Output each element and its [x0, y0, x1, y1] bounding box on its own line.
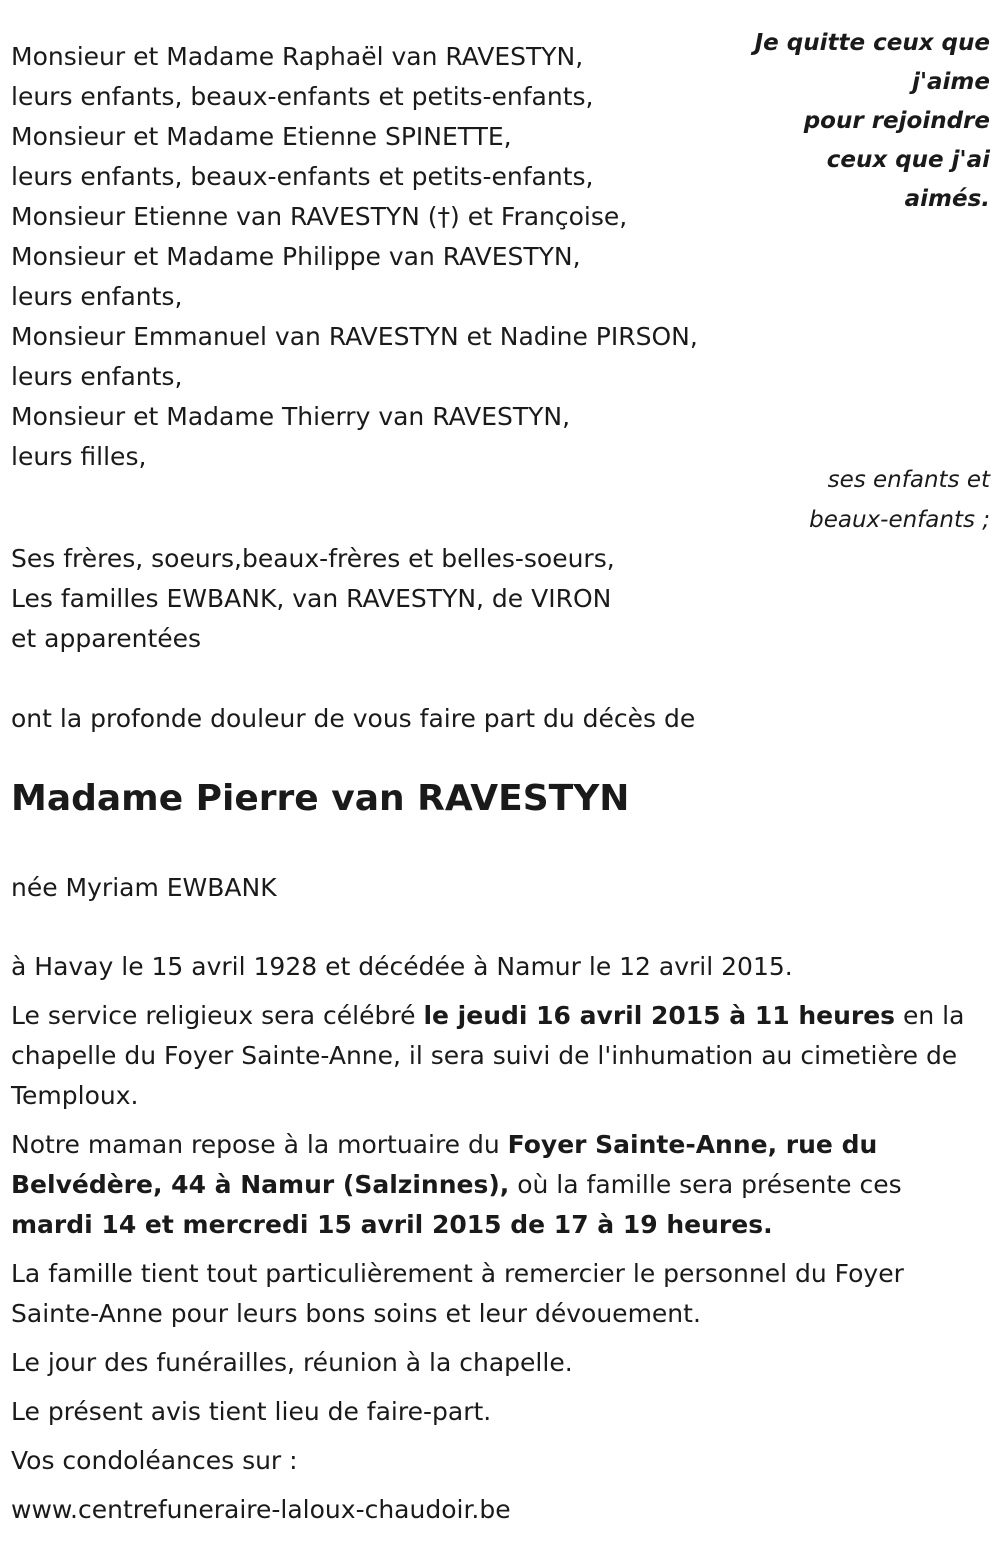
family-line: leurs enfants,: [11, 362, 183, 391]
quote-line: Je quitte ceux que: [754, 30, 990, 56]
family-line: leurs enfants, beaux-enfants et petits-enfants,: [11, 82, 594, 111]
family-line: leurs filles,: [11, 442, 147, 471]
service-text: Le service religieux sera célébré: [11, 1001, 424, 1030]
family-line: Monsieur Emmanuel van RAVESTYN et Nadine PIRSON,: [11, 322, 698, 351]
service-text: en la chapelle du Foyer Sainte-Anne, il sera suivi de l'inhumation au cimetière de Temploux.: [11, 1001, 965, 1110]
announcement-intro: ont la profonde douleur de vous faire part du décès de: [11, 704, 696, 733]
family-list: [11, 37, 771, 477]
obituary-details: [11, 947, 986, 1539]
quote-line: ceux que j'ai: [826, 147, 990, 173]
family-line: Monsieur et Madame Etienne SPINETTE,: [11, 122, 512, 151]
thanks-paragraph: La famille tient tout particulièrement à remercier le personnel du Foyer Sainte-Anne pour leurs bons soins et leur dévouement.: [11, 1259, 904, 1328]
quote-line: aimés.: [904, 186, 990, 212]
mortuary-paragraph: [11, 1125, 986, 1245]
family-line: Monsieur et Madame Philippe van RAVESTYN,: [11, 242, 581, 271]
children-note: [809, 460, 990, 540]
deceased-name: Madame Pierre van RAVESTYN: [11, 778, 630, 819]
children-note-line: beaux-enfants ;: [809, 507, 990, 533]
visitation-times: mardi 14 et mercredi 15 avril 2015 de 17 à 19 heures.: [11, 1210, 773, 1239]
family-line: Monsieur et Madame Raphaël van RAVESTYN,: [11, 42, 584, 71]
service-paragraph: [11, 996, 986, 1116]
reunion-line: Le jour des funérailles, réunion à la chapelle.: [11, 1348, 573, 1377]
family-line: Monsieur Etienne van RAVESTYN (†) et Françoise,: [11, 202, 628, 231]
quote-line: j'aime: [912, 69, 990, 95]
family-line: leurs enfants,: [11, 282, 183, 311]
mortuary-text: où la famille sera présente ces: [509, 1170, 902, 1199]
birth-death-line: à Havay le 15 avril 1928 et décédée à Namur le 12 avril 2015.: [11, 952, 793, 981]
notice-line: Le présent avis tient lieu de faire-part.: [11, 1397, 492, 1426]
website-link[interactable]: www.centrefuneraire-laloux-chaudoir.be: [11, 1495, 511, 1524]
mortuary-address: Foyer Sainte-Anne, rue du Belvédère, 44 à Namur (Salzinnes),: [11, 1130, 878, 1199]
epitaph-quote: [745, 24, 990, 219]
mortuary-text: Notre maman repose à la mortuaire du: [11, 1130, 508, 1159]
family-line: Monsieur et Madame Thierry van RAVESTYN,: [11, 402, 571, 431]
siblings-line: Ses frères, soeurs,beaux-frères et belles-soeurs,: [11, 544, 615, 573]
siblings-line: et apparentées: [11, 624, 202, 653]
siblings-list: [11, 539, 615, 659]
service-date: le jeudi 16 avril 2015 à 11 heures: [423, 1001, 896, 1030]
maiden-name: née Myriam EWBANK: [11, 873, 277, 902]
siblings-line: Les familles EWBANK, van RAVESTYN, de VIRON: [11, 584, 612, 613]
children-note-line: ses enfants et: [827, 467, 990, 493]
quote-line: pour rejoindre: [803, 108, 990, 134]
family-line: leurs enfants, beaux-enfants et petits-enfants,: [11, 162, 594, 191]
condolences-label: Vos condoléances sur :: [11, 1446, 298, 1475]
